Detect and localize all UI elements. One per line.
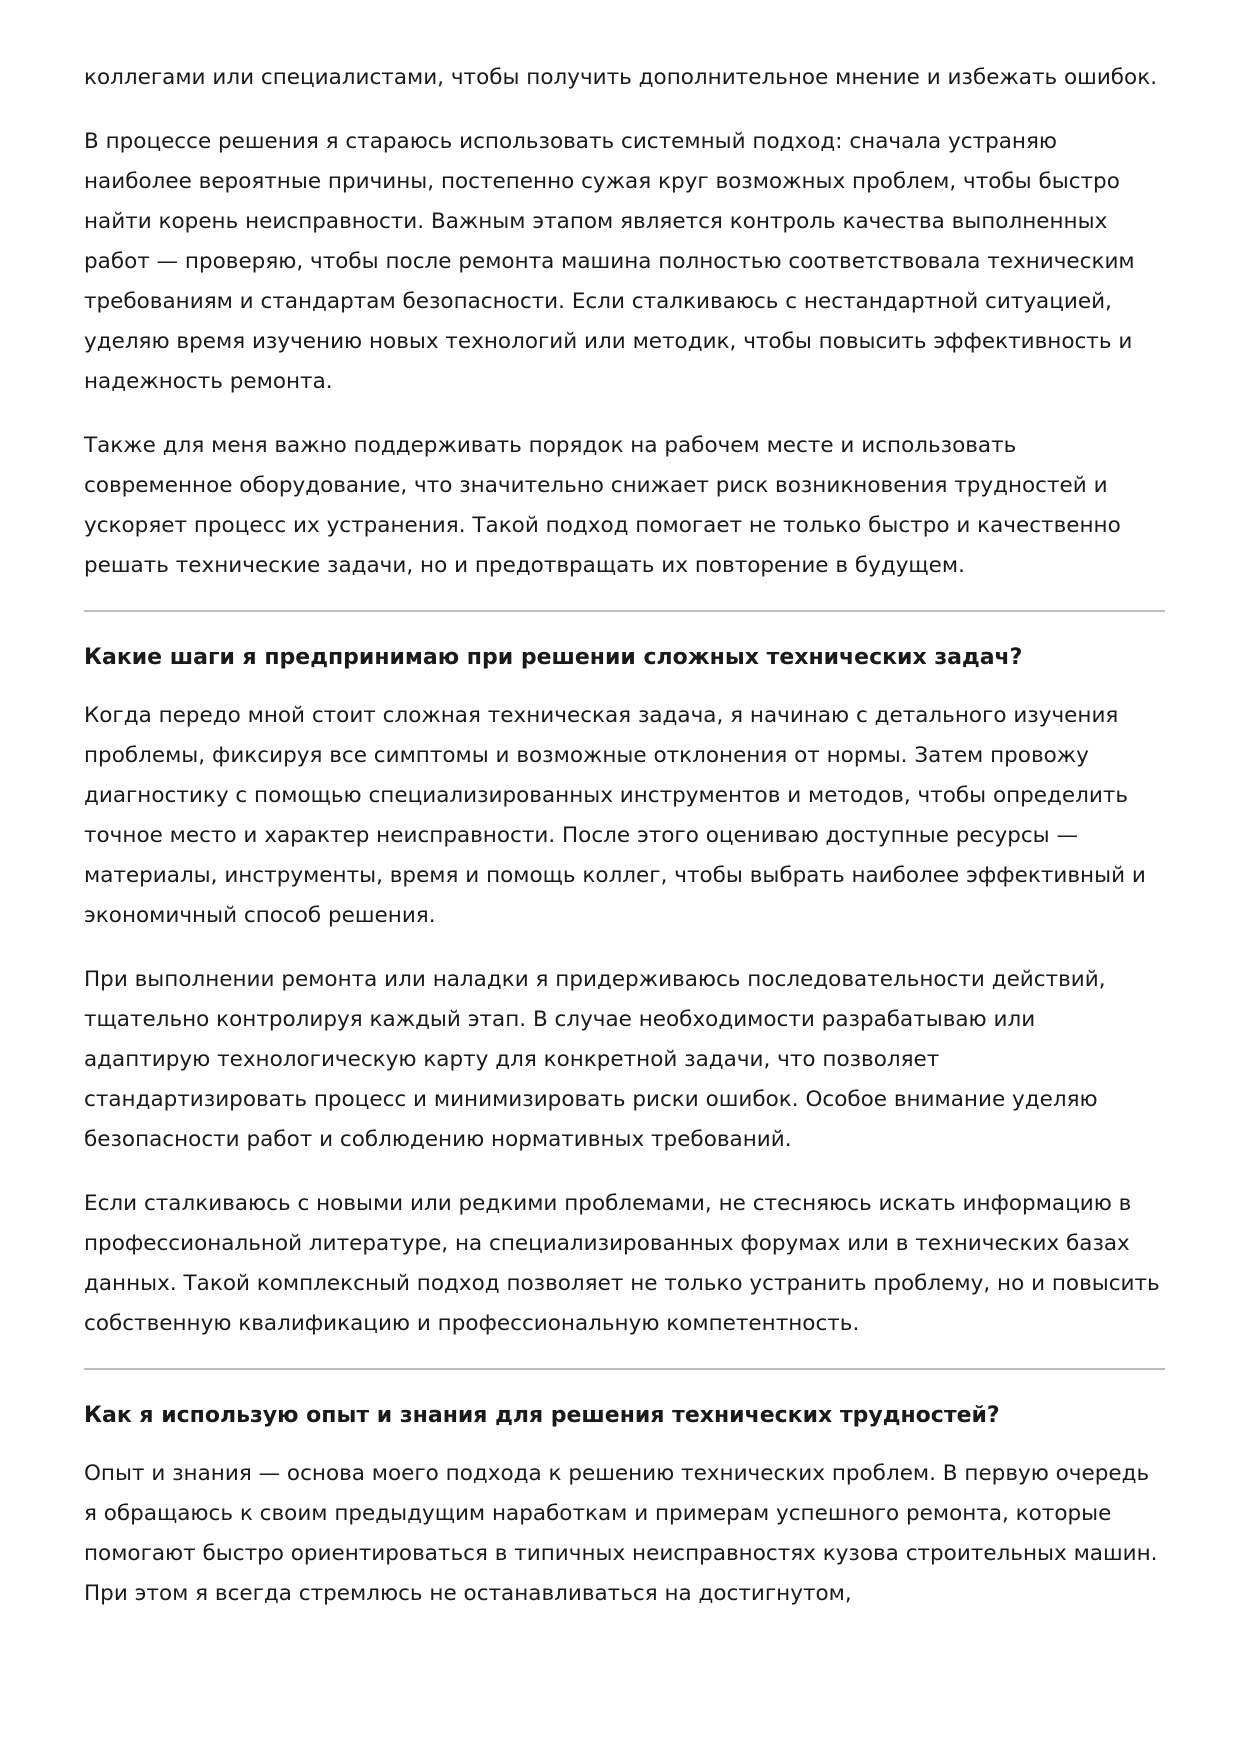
paragraph: При выполнении ремонта или наладки я придерживаюсь последовательности действий, тщательно контролируя каждый этап. В случае необходимости разрабатываю или адаптирую технологическую карту для конкретной задачи, что позволяет стандартизировать процесс и минимизировать риски ошибок. Особое внимание уделяю безопасности работ и соблюдению нормативных требований. [84, 967, 1106, 1152]
document-page [84, 58, 1165, 1638]
paragraph: Опыт и знания — основа моего подхода к решению технических проблем. В первую очередь я обращаюсь к своим предыдущим наработкам и примерам успешного ремонта, которые помогают быстро ориентироваться в типичных неисправностях кузова строительных машин. При этом я всегда стремлюсь не останавливаться на достигнутом, [84, 1461, 1158, 1606]
section-heading: Какие шаги я предпринимаю при решении сложных технических задач? [84, 645, 1023, 670]
paragraph: Когда передо мной стоит сложная техническая задача, я начинаю с детального изучения проблемы, фиксируя все симптомы и возможные отклонения от нормы. Затем провожу диагностику с помощью специализированных инструментов и методов, чтобы определить точное место и характер неисправности. После этого оцениваю доступные ресурсы — материалы, инструменты, время и помощь коллег, чтобы выбрать наиболее эффективный и экономичный способ решения. [84, 703, 1146, 928]
section-divider [84, 1368, 1165, 1370]
paragraph: В процессе решения я стараюсь использовать системный подход: сначала устраняю наиболее вероятные причины, постепенно сужая круг возможных проблем, чтобы быстро найти корень неисправности. Важным этапом является контроль качества выполненных работ — проверяю, чтобы после ремонта машина полностью соответствовала техническим требованиям и стандартам безопасности. Если сталкиваюсь с нестандартной ситуацией, уделяю время изучению новых технологий или методик, чтобы повысить эффективность и надежность ремонта. [84, 129, 1135, 394]
paragraph: коллегами или специалистами, чтобы получить дополнительное мнение и избежать ошибок. [84, 65, 1158, 90]
paragraph: Также для меня важно поддерживать порядок на рабочем месте и использовать современное оборудование, что значительно снижает риск возникновения трудностей и ускоряет процесс их устранения. Такой подход помогает не только быстро и качественно решать технические задачи, но и предотвращать их повторение в будущем. [84, 433, 1121, 578]
section-divider [84, 610, 1165, 612]
paragraph: Если сталкиваюсь с новыми или редкими проблемами, не стесняюсь искать информацию в профессиональной литературе, на специализированных форумах или в технических базах данных. Такой комплексный подход позволяет не только устранить проблему, но и повысить собственную квалификацию и профессиональную компетентность. [84, 1191, 1160, 1336]
section-heading: Как я использую опыт и знания для решения технических трудностей? [84, 1403, 1000, 1428]
